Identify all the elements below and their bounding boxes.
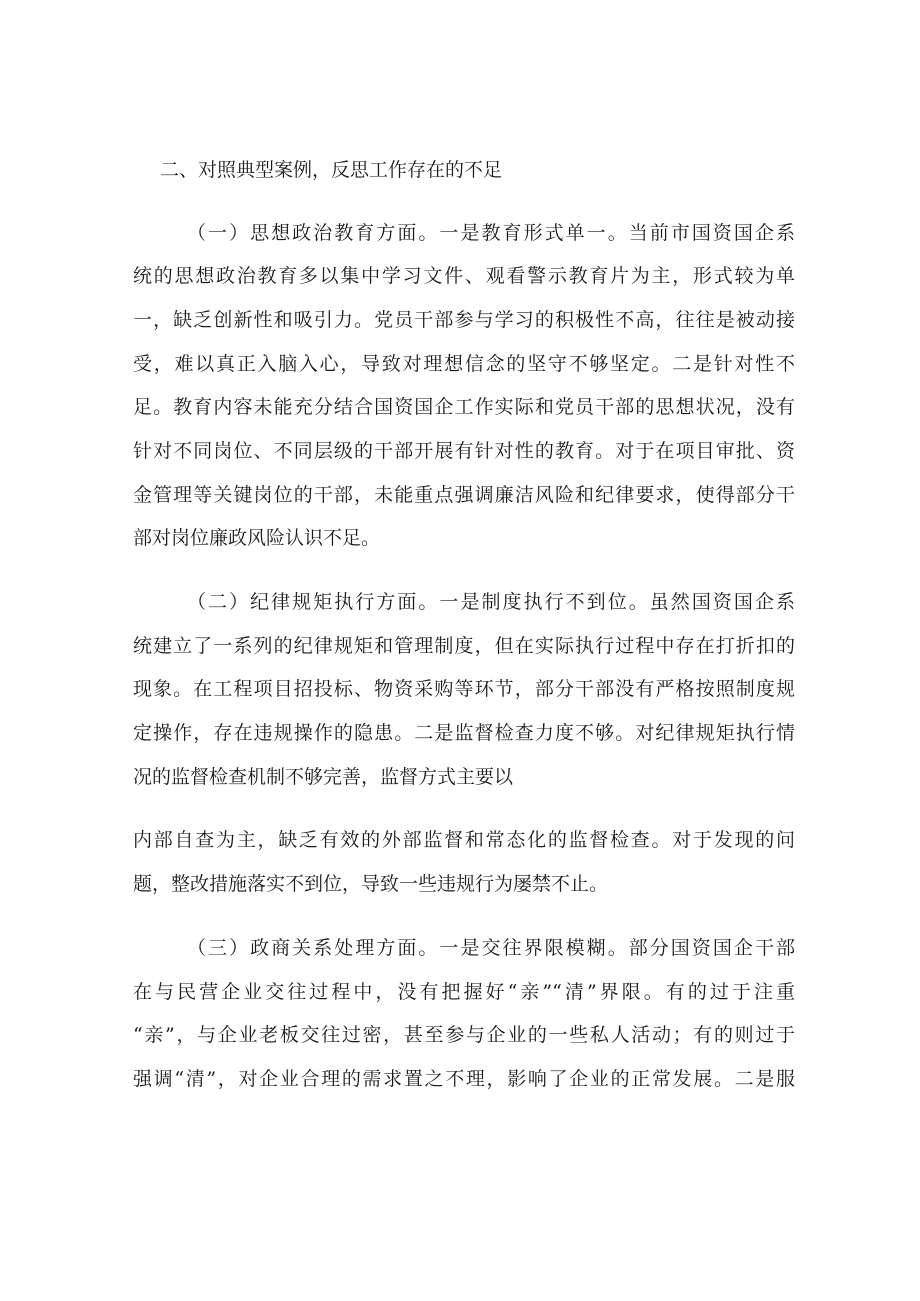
paragraph-1-line-2: 统的思想政治教育多以集中学习文件、观看警示教育片为主，形式较为单	[133, 265, 795, 287]
paragraph-2-line-1: （二）纪律规矩执行方面。一是制度执行不到位。虽然国资国企系	[187, 591, 795, 613]
paragraph-1-line-7: 金管理等关键岗位的干部，未能重点强调廉洁风险和纪律要求，使得部分干	[133, 484, 795, 506]
paragraph-4-line-2: 在与民营企业交往过程中，没有把握好“亲”“清”界限。有的过于注重	[133, 981, 795, 1003]
paragraph-1-line-1: （一）思想政治教育方面。一是教育形式单一。当前市国资国企系	[187, 222, 795, 244]
paragraph-2-line-5: 况的监督检查机制不够完善，监督方式主要以	[133, 766, 514, 788]
paragraph-1-line-3: 一，缺乏创新性和吸引力。党员干部参与学习的积极性不高，往往是被动接	[133, 309, 795, 331]
section-heading: 二、对照典型案例，反思工作存在的不足	[160, 159, 503, 181]
paragraph-2-line-3: 现象。在工程项目招投标、物资采购等环节，部分干部没有严格按照制度规	[133, 678, 795, 700]
paragraph-1-line-6: 针对不同岗位、不同层级的干部开展有针对性的教育。对于在项目审批、资	[133, 440, 795, 462]
paragraph-2-line-2: 统建立了一系列的纪律规矩和管理制度，但在实际执行过程中存在打折扣的	[133, 635, 795, 657]
paragraph-2-line-4: 定操作，存在违规操作的隐患。二是监督检查力度不够。对纪律规矩执行情	[133, 722, 795, 744]
paragraph-4-line-1: （三）政商关系处理方面。一是交往界限模糊。部分国资国企干部	[187, 937, 795, 959]
paragraph-1-line-4: 受，难以真正入脑入心，导致对理想信念的坚守不够坚定。二是针对性不	[133, 353, 795, 375]
paragraph-3-line-2: 题，整改措施落实不到位，导致一些违规行为屡禁不止。	[133, 873, 609, 895]
paragraph-4-line-4: 强调“清”，对企业合理的需求置之不理，影响了企业的正常发展。二是服	[133, 1068, 795, 1090]
paragraph-1-line-8: 部对岗位廉政风险认识不足。	[133, 527, 381, 549]
paragraph-3-line-1: 内部自查为主，缺乏有效的外部监督和常态化的监督检查。对于发现的问	[133, 829, 795, 851]
paragraph-1-line-5: 足。教育内容未能充分结合国资国企工作实际和党员干部的思想状况，没有	[133, 396, 795, 418]
paragraph-4-line-3: “亲”，与企业老板交往过密，甚至参与企业的一些私人活动；有的则过于	[133, 1024, 795, 1046]
